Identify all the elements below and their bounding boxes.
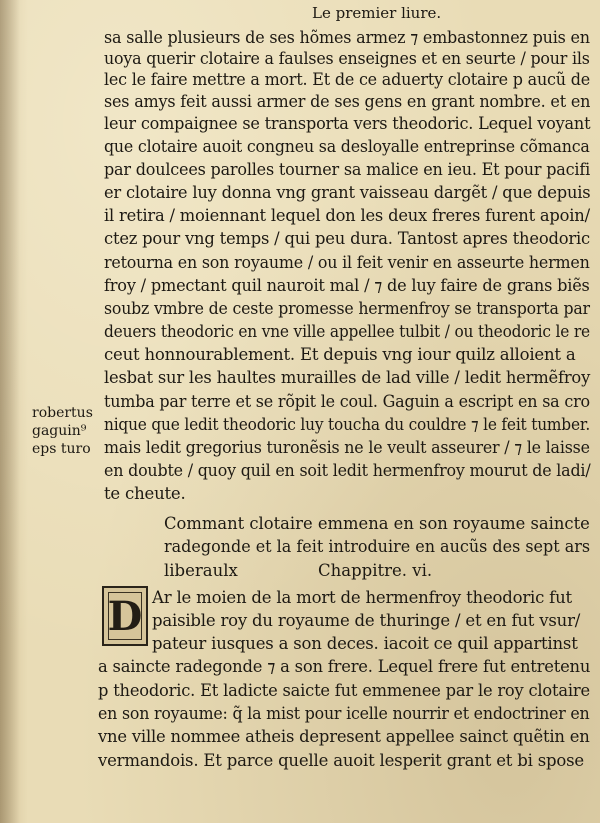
body-line: froy / pmectant quil nauroit mal / ⁊ de luy faire de grans biẽs xyxy=(104,276,590,295)
body-line: mais ledit gregorius turonẽsis ne le veult asseurer / ⁊ le laisse xyxy=(104,438,590,457)
body-line: retourna en son royaume / ou il feit venir en asseurte hermen xyxy=(104,253,590,272)
initial-letter: D xyxy=(107,592,143,640)
body-line: ceut honnourablement. Et depuis vng iour quilz alloient a xyxy=(104,345,576,364)
margin-note-line: gaguin⁹ xyxy=(32,423,87,439)
body-line: soubz vmbre de ceste promesse hermenfroy se transporta par xyxy=(104,299,590,318)
running-title: Le premier liure. xyxy=(312,4,442,22)
decorated-initial xyxy=(102,586,148,646)
body-line: lesbat sur les haultes murailles de lad ville / ledit hermẽfroy xyxy=(104,368,591,387)
chapter-body-line: a saincte radegonde ⁊ a son frere. Lequel frere fut entretenu xyxy=(98,657,591,676)
body-line: en doubte / quoy quil en soit ledit hermenfroy mourut de ladi/ xyxy=(104,461,591,480)
chapter-body-line: vne ville nommee atheis depresent appellee sainct quẽtin en xyxy=(98,727,590,746)
margin-note-line: eps turo xyxy=(32,441,91,457)
body-line: ses amys feit aussi armer de ses gens en grant nombre. et en xyxy=(104,92,591,111)
page-gutter-shadow xyxy=(0,0,20,823)
body-line: nique que ledit theodoric luy toucha du couldre ⁊ le feit tumber. xyxy=(104,415,591,434)
chapter-body-line: p theodoric. Et ladicte saicte fut emmenee par le roy clotaire xyxy=(98,681,590,700)
body-line: ctez pour vng temps / qui peu dura. Tantost apres theodoric xyxy=(104,229,590,248)
body-line: lec le faire mettre a mort. Et de ce aduerty clotaire p aucũ de xyxy=(104,70,590,89)
body-line: te cheute. xyxy=(104,484,186,503)
chapter-heading-line: radegonde et la feit introduire en aucũs des sept ars xyxy=(164,537,591,556)
body-line: sa salle plusieurs de ses hõmes armez ⁊ embastonnez puis en xyxy=(104,28,590,47)
chapter-body-line: en son royaume: q̃ la mist pour icelle nourrir et endoctriner en xyxy=(98,704,590,723)
body-line: par doulcees parolles tourner sa malice en ieu. Et pour pacifi xyxy=(104,160,591,179)
margin-note xyxy=(32,404,102,458)
chapter-body-line: Ar le moien de la mort de hermenfroy theodoric fut xyxy=(152,588,572,607)
chapter-heading-line: liberaulx xyxy=(164,561,238,580)
body-line: que clotaire auoit congneu sa desloyalle entreprinse cõmanca xyxy=(104,137,590,156)
chapter-body-line: pateur iusques a son deces. iacoit ce quil appartinst xyxy=(152,634,578,653)
margin-note-line: robertus xyxy=(32,405,93,421)
initial-frame xyxy=(108,592,142,640)
chapter-heading-line: Commant clotaire emmena en son royaume saincte xyxy=(164,514,590,533)
body-line: il retira / moiennant lequel don les deux freres furent apoin/ xyxy=(104,206,590,225)
body-line: er clotaire luy donna vng grant vaisseau dargẽt / que depuis xyxy=(104,183,591,202)
body-line: tumba par terre et se rõpit le coul. Gaguin a escript en sa cro xyxy=(104,392,590,411)
chapter-body-line: vermandois. Et parce quelle auoit lesperit grant et bi spose xyxy=(98,751,584,770)
chapter-body-line: paisible roy du royaume de thuringe / et en fut vsur/ xyxy=(152,611,581,630)
body-line: uoya querir clotaire a faulses enseignes et en seurte / pour ils xyxy=(104,49,590,68)
chapter-label: Chappitre. vi. xyxy=(318,561,433,580)
body-line: deuers theodoric en vne ville appellee tulbit / ou theodoric le re xyxy=(104,322,590,341)
body-line: leur compaignee se transporta vers theodoric. Lequel voyant xyxy=(104,114,591,133)
